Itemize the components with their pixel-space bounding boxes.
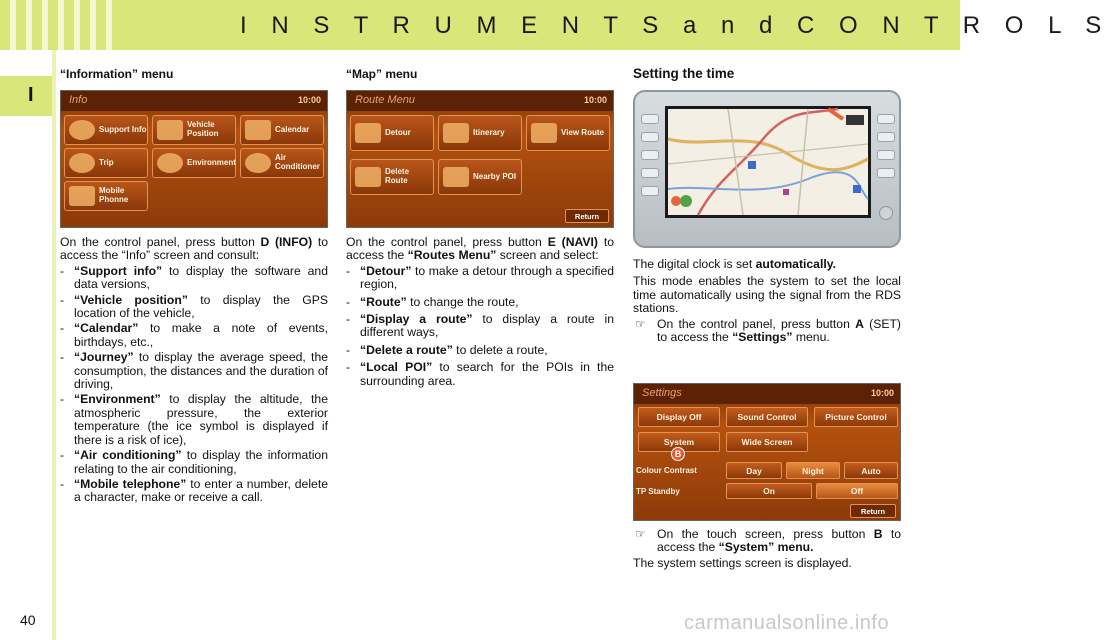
contrast-day-button[interactable]: Day bbox=[726, 462, 782, 479]
clock-automatic-text: The digital clock is set automatically. bbox=[633, 257, 836, 271]
vehicle-position-label: Vehicle Position bbox=[187, 120, 219, 138]
detour-tile[interactable] bbox=[350, 115, 434, 151]
view-route-icon bbox=[531, 123, 557, 143]
standby-on-button[interactable]: On bbox=[726, 483, 812, 499]
support-info-tile[interactable] bbox=[64, 115, 148, 145]
trip-label: Trip bbox=[99, 157, 114, 167]
header-stripes bbox=[0, 0, 112, 50]
view-route-label: View Route bbox=[561, 127, 604, 137]
info-item: - “Calendar” to make a note of events, birthdays, etc., bbox=[60, 321, 328, 349]
satellite-icon bbox=[157, 120, 183, 140]
tp-standby-label: TP Standby bbox=[636, 487, 680, 496]
delete-route-label: Delete Route bbox=[385, 167, 410, 185]
itinerary-icon bbox=[443, 123, 469, 143]
map-item: - “Display a route” to display a route in different ways, bbox=[346, 312, 615, 340]
sound-control-button[interactable]: Sound Control bbox=[726, 407, 808, 427]
route-screen-clock: 10:00 bbox=[583, 95, 607, 105]
unit-left-button[interactable] bbox=[641, 186, 659, 196]
info-item: - “Environment” to display the altitude, the atmospheric pressure, the exterior temperature (the ice symbol is displayed if there is a risk of ice), bbox=[60, 392, 328, 447]
unit-left-button[interactable] bbox=[641, 150, 659, 160]
chapter-number: I bbox=[28, 84, 34, 106]
settings-step: ☞ On the control panel, press button A (SET) to access the “Settings” menu. bbox=[635, 316, 901, 345]
info-item: - “Mobile telephone” to enter a number, delete a character, make or receive a call. bbox=[60, 476, 328, 505]
phone-icon bbox=[69, 186, 95, 206]
map-item: - “Detour” to make a detour through a specified region, bbox=[346, 263, 614, 292]
detour-label: Detour bbox=[385, 127, 411, 137]
settings-screen-title: Settings bbox=[642, 387, 682, 399]
page-title: I N S T R U M E N T S a n d C O N T R O L S bbox=[240, 12, 1110, 39]
page-number: 40 bbox=[20, 612, 36, 628]
info-item: - “Vehicle position” to display the GPS location of the vehicle, bbox=[60, 292, 329, 321]
time-text-block bbox=[633, 258, 901, 346]
delete-route-icon bbox=[355, 167, 381, 187]
navigation-unit bbox=[633, 90, 901, 248]
map-item: - “Delete a route” to delete a route, bbox=[346, 342, 548, 357]
info-intro: On the control panel, press button D (INFO) to access the “Info” screen and consult: bbox=[60, 235, 328, 263]
mobile-phone-label: Mobile Phonne bbox=[99, 186, 129, 204]
rds-mode-text: This mode enables the system to set the local time automatically using the signal from the RDS stations. bbox=[633, 274, 901, 316]
side-strip bbox=[52, 50, 56, 640]
calendar-label: Calendar bbox=[275, 124, 310, 134]
map-item: - “Local POI” to search for the POIs in the surrounding area. bbox=[346, 360, 614, 388]
standby-off-button[interactable]: Off bbox=[816, 483, 898, 499]
colour-contrast-label: Colour Contrast bbox=[636, 466, 697, 475]
setting-time-heading: Setting the time bbox=[633, 66, 735, 81]
air-conditioner-tile[interactable] bbox=[240, 148, 324, 178]
vehicle-position-tile[interactable] bbox=[152, 115, 236, 145]
unit-right-button[interactable] bbox=[877, 114, 895, 124]
fan-icon bbox=[245, 153, 271, 173]
calendar-tile[interactable] bbox=[240, 115, 324, 145]
route-screen-title: Route Menu bbox=[355, 94, 415, 106]
unit-right-button[interactable] bbox=[877, 132, 895, 142]
watermark: carmanualsonline.info bbox=[684, 612, 890, 634]
poi-icon bbox=[443, 167, 469, 187]
picture-control-button[interactable]: Picture Control bbox=[814, 407, 898, 427]
mobile-phone-tile[interactable] bbox=[64, 181, 148, 211]
navi-button-ref: E (NAVI) bbox=[547, 235, 598, 249]
detour-icon bbox=[355, 123, 381, 143]
unit-knob[interactable] bbox=[879, 206, 893, 220]
info-item: - “Air conditioning” to display the information relating to the air conditioning, bbox=[60, 448, 328, 476]
info-item: - “Journey” to display the average speed, the consumption, the distances and the duration of driving, bbox=[60, 350, 328, 392]
unit-right-button[interactable] bbox=[877, 168, 895, 178]
nearby-poi-tile[interactable] bbox=[438, 159, 522, 195]
page-header bbox=[0, 0, 1110, 50]
info-screen bbox=[60, 90, 328, 228]
environment-tile[interactable] bbox=[152, 148, 236, 178]
contrast-night-button[interactable]: Night bbox=[786, 462, 840, 479]
info-menu-heading: “Information” menu bbox=[60, 67, 174, 81]
route-return-button[interactable]: Return bbox=[565, 209, 609, 223]
pointing-hand-icon: ☞ bbox=[635, 527, 646, 541]
map-item: - “Route” to change the route, bbox=[346, 294, 519, 309]
route-screen-topbar bbox=[347, 91, 613, 111]
settings-screen-topbar bbox=[634, 384, 900, 404]
itinerary-tile[interactable] bbox=[438, 115, 522, 151]
environment-label: Environment bbox=[187, 157, 236, 167]
unit-left-button[interactable] bbox=[641, 168, 659, 178]
system-step: ☞ On the touch screen, press button B to access the “System” menu. bbox=[635, 527, 901, 555]
display-off-button[interactable]: Display Off bbox=[638, 407, 720, 427]
settings-return-button[interactable]: Return bbox=[850, 504, 896, 518]
chapter-tab bbox=[0, 76, 52, 116]
environment-icon bbox=[157, 153, 183, 173]
view-route-tile[interactable] bbox=[526, 115, 610, 151]
info-icon bbox=[69, 120, 95, 140]
nearby-poi-label: Nearby POI bbox=[473, 171, 517, 181]
system-button[interactable]: System bbox=[638, 432, 720, 452]
info-text-block bbox=[60, 236, 328, 507]
map-menu-heading: “Map” menu bbox=[346, 67, 418, 81]
map-graphic bbox=[668, 109, 868, 215]
trip-tile[interactable] bbox=[64, 148, 148, 178]
itinerary-label: Itinerary bbox=[473, 127, 505, 137]
air-conditioner-label: Air Conditioner bbox=[275, 153, 320, 171]
button-b-marker: B bbox=[671, 447, 685, 461]
route-menu-screen bbox=[346, 90, 614, 228]
settings-screen-clock: 10:00 bbox=[870, 388, 894, 398]
wide-screen-button[interactable]: Wide Screen bbox=[726, 432, 808, 452]
support-info-label: Support Info bbox=[99, 124, 147, 134]
info-item: - “Support info” to display the software and data versions, bbox=[60, 263, 328, 292]
info-screen-topbar bbox=[61, 91, 327, 111]
info-screen-clock: 10:00 bbox=[297, 95, 321, 105]
trip-icon bbox=[69, 153, 95, 173]
info-button-ref: D (INFO) bbox=[260, 235, 313, 249]
unit-left-button[interactable] bbox=[641, 132, 659, 142]
unit-right-button[interactable] bbox=[877, 150, 895, 160]
system-text-block bbox=[633, 528, 901, 572]
delete-route-tile[interactable] bbox=[350, 159, 434, 195]
navigation-map-screen bbox=[665, 106, 871, 218]
unit-left-button[interactable] bbox=[641, 114, 659, 124]
info-screen-title: Info bbox=[69, 94, 88, 106]
pointing-hand-icon: ☞ bbox=[635, 316, 646, 331]
map-intro: On the control panel, press button E (NAVI) to access the “Routes Menu” screen and select: bbox=[346, 235, 614, 263]
contrast-auto-button[interactable]: Auto bbox=[844, 462, 898, 479]
calendar-icon bbox=[245, 120, 271, 140]
map-text-block bbox=[346, 236, 614, 390]
system-final-text: The system settings screen is displayed. bbox=[633, 555, 852, 570]
